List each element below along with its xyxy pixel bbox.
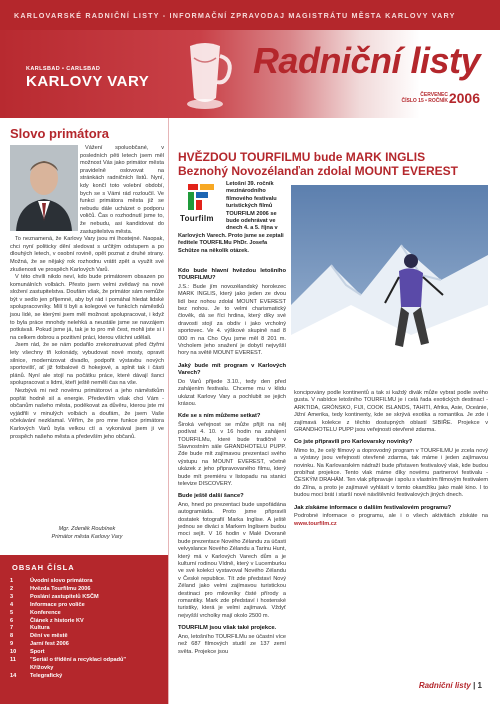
- interview-question: Kde se s ním můžeme setkat?: [178, 413, 261, 420]
- article-column-1: [178, 268, 286, 656]
- footer-publication: Radniční listy: [418, 681, 471, 690]
- contents-item[interactable]: 11 "Seriál o třídění a recyklaci odpadů": [10, 657, 127, 664]
- interview-question: Bude ještě další šance?: [178, 493, 244, 500]
- article-headline: HVĚZDOU TOURFILMU bude MARK INGLIS Beznohý Novozélanďan zdolal MOUNT EVEREST: [178, 150, 458, 178]
- publication-title: Radniční listy: [252, 40, 480, 81]
- top-banner: [0, 0, 500, 30]
- contents-item[interactable]: 14 Telegrafický: [10, 672, 63, 679]
- contents-item[interactable]: Křížovky: [30, 664, 54, 671]
- city-logo-subtitle: KARLSBAD • CARLSBAD: [26, 66, 101, 72]
- issue-year: 2006: [448, 90, 480, 106]
- contents-item[interactable]: 4 Informace pro voliče: [10, 601, 85, 608]
- contents-item[interactable]: 2 Hvězda Tourfilmu 2006: [10, 585, 91, 592]
- editorial-text: Vážení spoluobčané, v posledních pěti letech jsem měl možnost Vás jako primátor města pravidelně oslovovat na stránkách radničních listů. Nyní, kdy končí toto volební období, bych se s Vámi rád rozloučil. Ve funkci primátora města již se nebudu dále ucházet o podporu voličů. Čas o rozhodnutí jsme to, že nebudu, asi kandidovat do zastupitelstva města. To neznamená, že Karlovy Vary jsou mi lhostejné. Naopak, chci nyní politicky dění sledovat s určitým odstupem a po dlouhých letech, v osobní rovině, opět poznat z druhé strany. Možná, že se nějaký rok rozhodnu vrátit zpět a využít své zkušenosti ve prospěch Karlových Varů. V této chvíli nikdo neví, kdo bude primátorem obsazen po komunálních volbách. Přesto jsem velmi zvědavý na nové složení zastupitelstva. Doufám však, že primátor sám nemůže být v sedlo jen příjemné, aby byl rád i pomáhal hledat lidské spolupracovníky. Milí ti byli a kolegové ve funkcích náměstků jsou lidé, se kterými jsem měl možnost spolupracovat, i když to byla práce mnohdy nelehká a neustále jsme se navzájem potkávali. Pokud jsme já, tak je to pro mě čest, mohli jste si i na celkem dobrou a pozitivní práci, kterou všichni udělali. Jsem rád, že se nám podařilo zrekonstruovat před čtyřmi lety všechny tři kolonády, vybudovat nové mosty, opravit silnice, modernizovat divadlo, podpořit výstavbu nových sportovišť, ať již fotbalové či hokejové, a splnit tak i části plánů. Nyní ale stojí na počátku práce, které dávají šanci spolupracovat s lidmi, kteří ještě neměli čas na vše. Nezbývá mi než novému primátorovi a jeho náměstkům popřát hodně sil a energie. Především však chci Vám - občanům našeho města, poděkovat za důvěru, kterou jste mi vyjádřili v minulých volbách a doufám, že jsem Vaše očekávání nezklamal. Věřím, že pro mne funkce primátora Karlových Varů byla velkou ctí a vykonával jsem ji ve prospěch našeho města a především jeho občanů.: [10, 145, 164, 440]
- editorial-signature: Mgr. Zdeněk Roubínek Primátor města Karlovy Vary: [51, 526, 123, 540]
- tourfilm-link[interactable]: www.tourfilm.cz: [294, 520, 337, 527]
- contents-item[interactable]: 9 Jarní fest 2006: [10, 641, 69, 648]
- issue-info: ČERVENEC ČÍSLO 15 • ROČNÍK: [401, 92, 448, 104]
- interview-question: TOURFILM jsou však také projekce.: [178, 625, 277, 632]
- masthead: [0, 30, 500, 118]
- footer-separator: |: [473, 681, 476, 690]
- tourfilm-logo-text: Tourfilm: [180, 214, 214, 223]
- contents-item[interactable]: 10 Sport: [10, 649, 45, 656]
- city-logo: KARLOVY VARY: [26, 73, 150, 90]
- contents-list: [10, 578, 164, 681]
- page-footer: [419, 681, 482, 690]
- left-column: [0, 118, 168, 704]
- interview-question: Jaký bude mít program v Karlových Varech?: [178, 362, 286, 377]
- spa-cup-icon: [170, 36, 240, 114]
- contents-item[interactable]: 1 Úvodní slovo primátora: [10, 578, 93, 584]
- table-of-contents: [0, 555, 168, 704]
- article-lead: Letošní 39. ročník mezinárodního filmového festivalu turistických filmů TOURFILM 2006 se bude odehrávat ve dnech 4. a 5. října v Karlových Varech. Proto jsme se zeptali ředitele TOURFILMu PhDr. Josefa Schütze na několik otázek.: [178, 181, 284, 254]
- interview-answer: J.S.: Bude jím novozélandský horolezec MARK INGLIS, který jako jeden ze dvou lidí bez nohou zdolal MOUNT EVEREST bez nohou. Je to velmi charismatický člověk, dá se říci hrdina, který díky své dravosti stojí za obdiv i jako vrcholný sportovec. Ve 4. výškové skupině nad 8 000 m na Cho Oyu jsme měl 8 201 m. Vrcholem jeho snažení je dobytí nejvyšší hory na světě MOUNT EVEREST.: [178, 283, 286, 357]
- banner-text: KARLOVARSKÉ RADNIČNÍ LISTY - INFORMAČNÍ ZPRAVODAJ MAGISTRÁTU MĚSTA KARLOVY VARY: [14, 10, 456, 20]
- interview-answer: koncipovány podle kontinentů a tak si každý divák může vybrat podle svého gusta. V nabídce letošního TOURFILMU je i celá řada exotických destinací - ARKTIDA, GRÓNSKO, FIJI, COOK ISLANDS, TAHITI, Afrika, Asie, Oceánie, Jižní Amerika, tedy kontinenty, kde se skrývá exotika a romantika. Je zde i zajímavá kolekce z těchto dostupných oblastí SIBIŘE. Projekce v GRANDHOTELU PUPP jsou veřejnosti otevřené zdarma.: [294, 390, 488, 434]
- column-divider: [168, 118, 169, 704]
- article-column-2: [294, 390, 488, 528]
- interview-answer: Ano, letošního TOURFILMu se účastní více než 687 filmových studií ze 137 zemí světa. Projekce jsou: [178, 633, 286, 655]
- interview-question: Co jste připravili pro Karlovarsky novinky?: [294, 439, 413, 446]
- interview-question: Kdo bude hlavní hvězdou letošního TOURFILMU?: [178, 268, 286, 282]
- interview-question: Jak získáme informace o dalším festivalovém programu?: [294, 504, 452, 511]
- editorial-title: Slovo primátora: [10, 126, 109, 141]
- interview-answer: Podrobné informace o programu, ale i o všech aktivitách získáte na www.tourfilm.cz: [294, 513, 488, 527]
- interview-answer: Do Varů přijede 3.10., tedy den před zahájením festivalu. Chceme mu v klidu ukázat Karlovy Vary a pochlubit se jejich krásou.: [178, 378, 286, 407]
- contents-title: OBSAH ČÍSLA: [12, 563, 75, 572]
- contents-item[interactable]: 6 Článek z historie KV: [10, 617, 84, 624]
- interview-answer: Ano, hned po prezentaci bude uspořádána autogramiáda. Proto jsme připravili dostatek fotografií Marka Inglise. A ještě jednou se diváci s Markem Inglisem budou moci sejít. V 16 hodin v Malé Dvoraně bude prezentace Nového Zélandu za účasti velvyslance Nového Zélandu a Tarinu Hunt, který má v Karlových Varech dům a je kulturní rodinou Vídně, který v Lucemburku ve své kolekci vystavoval Nového Zélandu v České republice. Tít zde představí Nový Zéland jako velmi zajímavou turistickou destinaci pro milovníky čisté přírody a romantiky. Mark zde představí i hostenské turistiky, která je velmi zajímavá. Vždyť nejvyšší vrcholky mají okolo 2500 m.: [178, 501, 286, 619]
- interview-answer: Mimo to, že celý filmový a doprovodný program v TOURFILMU je zcela nový a výstavy jsou veřejnosti otevřené zdarma, tak máme i jeden zajímavou novinku. Na Karlovarském nádraží bude přistaven festivalový vlak, kde budou probíhat projekce. Tento vlak máme díky novému partnerovi festivalu - ČESKÝM DRAHÁM. Ten vlak připravuje i spolu s vlastním filmovým festivalem do Zlína, a proto je zajímavé vyhlásit v tomto okamžiku jako malé kino. I to budou moci brát i starší nové návštěvníci festivalových jiných dnech.: [294, 447, 488, 499]
- contents-item[interactable]: 7 Kultura: [10, 625, 50, 632]
- contents-item[interactable]: 3 Poslání zastupitelů KSČM: [10, 593, 99, 600]
- page-number: 1: [477, 681, 482, 690]
- contents-item[interactable]: 5 Konference: [10, 609, 61, 616]
- interview-answer: Široká veřejnost se může přijít na něj podívat 4. 10. v 16 hodin na zahájení TOURFILMu, které bude tradičně v Slavnostním sále GRANDHOTELU PUPP. Zde bude mít zajímavou prezentaci svého výstupu na MOUNT EVEREST, včetně ukázek z jeho připravovaného filmu, který bude mít premiéru v listopadu na stanici televize DISCOVERY.: [178, 421, 286, 487]
- climber-photo: [291, 185, 488, 389]
- contents-item[interactable]: 8 Dění ve městě: [10, 633, 68, 640]
